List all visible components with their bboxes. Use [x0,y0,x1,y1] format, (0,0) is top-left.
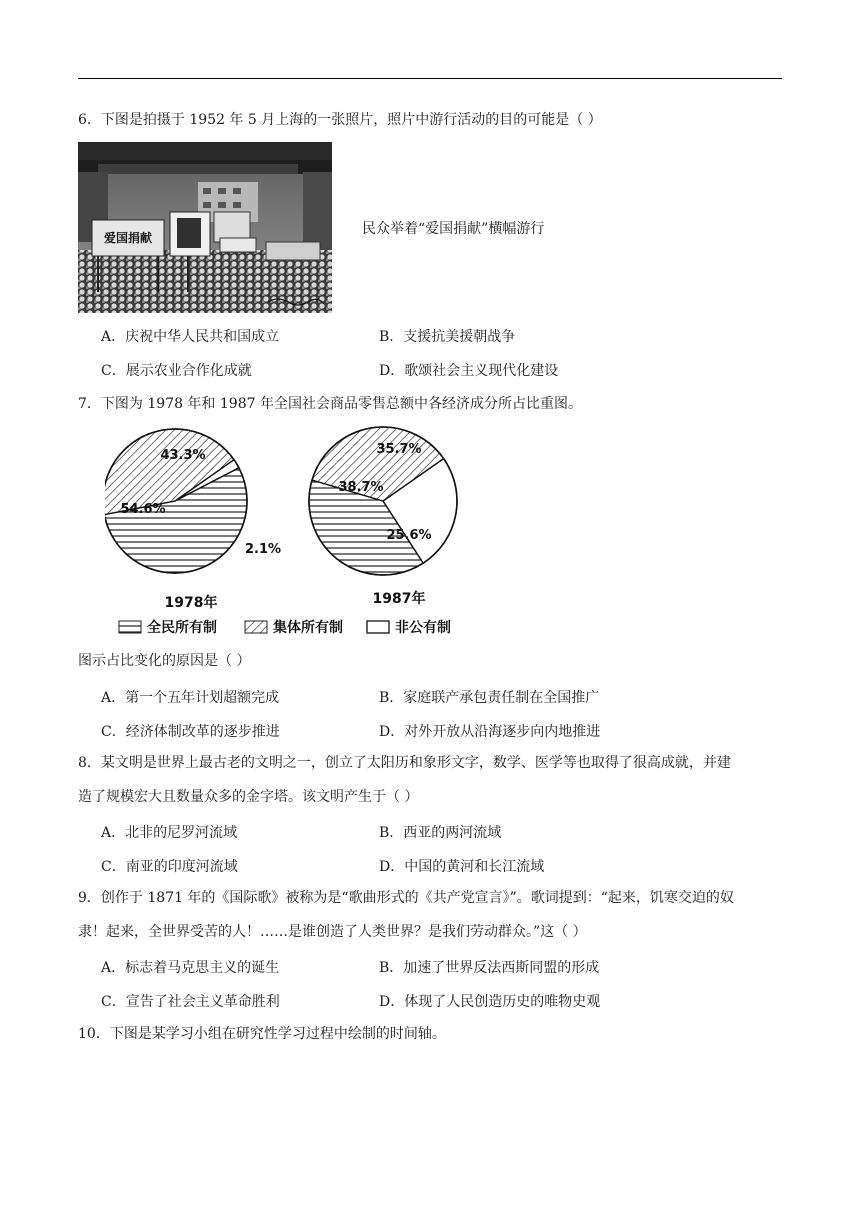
q7-option-a[interactable]: A．第一个五年计划超额完成 [101,690,280,706]
q6-option-a[interactable]: A．庆祝中华人民共和国成立 [101,329,280,345]
question-7-stem: 7．下图为 1978 年和 1987 年全国社会商品零售总额中各经济成分所占比重图。 [78,396,582,412]
q7-option-b[interactable]: B．家庭联产承包责任制在全国推广 [379,690,600,706]
pie-label-collective: 43.3% [160,448,206,463]
q7-option-d[interactable]: D．对外开放从沿海逐步向内地推进 [379,724,601,740]
q7-option-c[interactable]: C．经济体制改革的逐步推进 [101,724,280,740]
pie-title: 1987年 [372,591,426,607]
pie-label-nonpublic: 25.6% [386,528,432,543]
question-7-followup: 图示占比变化的原因是（ ） [78,653,251,669]
question-9-stem-line2: 隶！起来，全世界受苦的人！……是谁创造了人类世界？是我们劳动群众。”这（ ） [78,924,587,940]
pie-label-collective: 35.7% [376,442,422,457]
question-9-stem-line1: 9．创作于 1871 年的《国际歌》被称为是“歌曲形式的《共产党宣言》”。歌词提到：“起来，饥寒交迫的奴 [78,890,734,906]
question-10-stem: 10．下图是某学习小组在研究性学习过程中绘制的时间轴。 [78,1026,446,1042]
q9-option-b[interactable]: B．加速了世界反法西斯同盟的形成 [379,960,600,976]
pie-label-nonpublic: 2.1% [244,542,282,557]
pie-charts [105,397,485,647]
pie-1978 [105,429,281,611]
q6-option-b[interactable]: B．支援抗美援朝战争 [379,329,516,345]
photo-caption: 民众举着“爱国捐献”横幅游行 [362,221,545,237]
pie-1987 [309,427,457,607]
legend-label-state: 全民所有制 [147,620,217,636]
q9-option-c[interactable]: C．宣告了社会主义革命胜利 [101,994,280,1010]
question-8-stem-line2: 造了规模宏大且数量众多的金字塔。该文明产生于（ ） [78,789,419,805]
q8-option-c[interactable]: C．南亚的印度河流域 [101,859,238,875]
pie-label-state: 38.7% [338,480,384,495]
parade-photo-image [78,142,332,313]
question-8-stem-line1: 8．某文明是世界上最古老的文明之一，创立了太阳历和象形文字，数学、医学等也取得了很高成就，并建 [78,755,731,771]
legend-swatch-collective [245,621,267,633]
question-6-stem: 6．下图是拍摄于 1952 年 5 月上海的一张照片，照片中游行活动的目的可能是（ ） [78,112,602,128]
q6-option-c[interactable]: C．展示农业合作化成就 [101,363,252,379]
q9-option-d[interactable]: D．体现了人民创造历史的唯物史观 [379,994,601,1010]
sign-text: 爱国捐献 [103,231,153,245]
legend-swatch-nonpublic [367,621,389,633]
parade-photo [78,142,332,313]
legend-label-collective: 集体所有制 [273,620,343,636]
q6-option-d[interactable]: D．歌颂社会主义现代化建设 [379,363,559,379]
q9-option-a[interactable]: A．标志着马克思主义的诞生 [101,960,280,976]
q8-option-b[interactable]: B．西亚的两河流域 [379,825,502,841]
pie-charts-svg [105,397,485,647]
pie-legend [119,619,451,636]
legend-label-nonpublic: 非公有制 [395,620,451,636]
pie-label-state: 54.6% [120,502,166,517]
legend-swatch-state [119,621,141,633]
header-rule [78,78,782,79]
q8-option-a[interactable]: A．北非的尼罗河流域 [101,825,238,841]
q8-option-d[interactable]: D．中国的黄河和长江流域 [379,859,545,875]
pie-title: 1978年 [164,595,218,611]
